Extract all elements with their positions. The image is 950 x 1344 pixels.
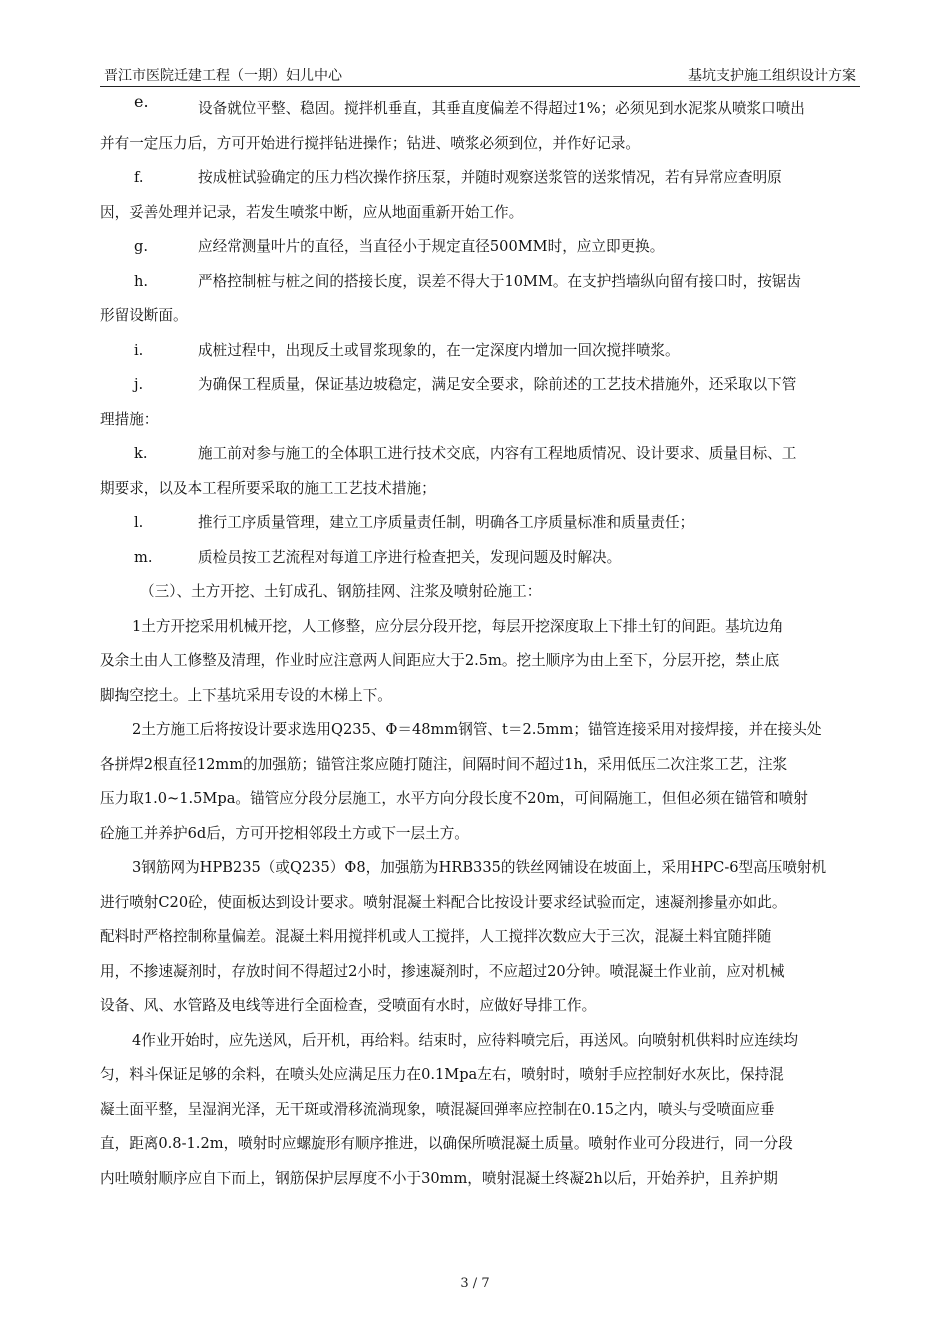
item-number: l. (134, 514, 144, 531)
header-document-title: 基坑支护施工组织设计方案 (688, 68, 856, 84)
item-continuation: 并有一定压力后，方可开始进行搅拌钻进操作；钻进、喷浆必须到位，并作好记录。 (100, 134, 640, 152)
paragraph-line: 脚掏空挖土。上下基坑采用专设的木梯上下。 (100, 686, 392, 704)
paragraph-line: 2土方施工后将按设计要求选用Q235、Φ＝48mm钢管、t＝2.5mm；锚管连接采用对接焊接，并在接头处 (132, 721, 822, 738)
item-number: k. (134, 445, 148, 462)
paragraph-line: 凝土面平整，呈湿润光泽，无干斑或滑移流淌现象，喷混凝回弹率应控制在0.15之内，喷头与受喷面应垂 (100, 1100, 775, 1118)
paragraph-line: 配料时严格控制称量偏差。混凝土料用搅拌机或人工搅拌，人工搅拌次数应大于三次，混凝土料宜随拌随 (100, 928, 772, 945)
paragraph-line: 砼施工并养护6d后，方可开挖相邻段土方或下一层土方。 (100, 824, 469, 842)
list-item (100, 506, 860, 541)
item-number: f. (134, 169, 144, 186)
list-item (100, 265, 860, 300)
list-item (100, 230, 860, 265)
list-item (100, 541, 860, 576)
item-number: i. (134, 341, 144, 359)
item-text: 推行工序质量管理，建立工序质量责任制，明确各工序质量标准和质量责任； (198, 514, 695, 531)
page-number: 3 / 7 (460, 1276, 490, 1291)
item-number: j. (134, 376, 144, 393)
item-text: 设备就位平整、稳固。搅拌机垂直，其垂直度偏差不得超过1%；必须见到水泥浆从喷浆口喷出 (198, 100, 805, 117)
item-text: 质检员按工艺流程对每道工序进行检查把关，发现问题及时解决。 (198, 548, 622, 566)
item-continuation: 形留设断面。 (100, 307, 188, 324)
list-item (100, 92, 860, 127)
header-project-name: 晋江市医院迁建工程（一期）妇儿中心 (104, 68, 342, 84)
item-continuation: 理措施： (100, 410, 159, 428)
list-item (100, 334, 860, 369)
item-text: 按成桩试验确定的压力档次操作挤压泵，并随时观察送浆管的送浆情况，若有异常应查明原 (198, 169, 782, 186)
section-heading: （三）、土方开挖、土钉成孔、钢筋挂网、注浆及喷射砼施工： (140, 583, 542, 600)
item-continuation: 期要求，以及本工程所要采取的施工工艺技术措施； (100, 479, 436, 497)
item-number: e. (134, 92, 149, 111)
paragraph-line: 内吐喷射顺序应自下而上，钢筋保护层厚度不小于30mm，喷射混凝土终凝2h以后，开始养护，且养护期 (100, 1169, 778, 1187)
paragraph-line: 设备、风、水管路及电线等进行全面检查，受喷面有水时，应做好导排工作。 (100, 997, 597, 1014)
paragraph-line: 3钢筋网为HPB235（或Q235）Φ8，加强筋为HRB335的铁丝网铺设在坡面上，采用HPC-6型高压喷射机 (132, 859, 827, 876)
paragraph-line: 压力取1.0~1.5Mpa。锚管应分段分层施工，水平方向分段长度不20m，可间隔施工，但但必须在锚管和喷射 (100, 790, 808, 807)
document-body (100, 92, 860, 1196)
item-text: 施工前对参与施工的全体职工进行技术交底，内容有工程地质情况、设计要求、质量目标、工 (198, 445, 797, 462)
item-number: g. (134, 238, 148, 255)
item-text: 应经常测量叶片的直径，当直径小于规定直径500MM时，应立即更换。 (198, 238, 665, 255)
paragraph-line: 直，距离0.8-1.2m，喷射时应螺旋形有顺序推进，以确保所喷混凝土质量。喷射作业可分段进行，同一分段 (100, 1135, 793, 1152)
item-continuation: 因，妥善处理并记录，若发生喷浆中断，应从地面重新开始工作。 (100, 203, 524, 221)
list-item (100, 368, 860, 403)
item-text: 为确保工程质量，保证基边坡稳定，满足安全要求，除前述的工艺技术措施外，还采取以下管 (198, 376, 797, 393)
paragraph-line: 及余土由人工修整及清理，作业时应注意两人间距应大于2.5m。挖土顺序为由上至下，分层开挖，禁止底 (100, 652, 780, 669)
paragraph-line: 用，不掺速凝剂时，存放时间不得超过2小时，掺速凝剂时，不应超过20分钟。喷混凝土作业前，应对机械 (100, 962, 785, 980)
page-header (100, 62, 860, 87)
item-text: 严格控制桩与桩之间的搭接长度，误差不得大于10MM。在支护挡墙纵向留有接口时，按锯齿 (198, 272, 802, 290)
list-item (100, 437, 860, 472)
item-number: m. (134, 548, 153, 566)
list-item (100, 161, 860, 196)
item-text: 成桩过程中，出现反土或冒浆现象的，在一定深度内增加一回次搅拌喷浆。 (198, 341, 680, 359)
paragraph-line: 进行喷射C20砼，使面板达到设计要求。喷射混凝土料配合比按设计要求经试验而定，速凝剂掺量亦如此。 (100, 893, 787, 911)
paragraph-line: 4作业开始时，应先送风，后开机，再给料。结束时，应待料喷完后，再送风。向喷射机供料时应连续均 (132, 1031, 799, 1049)
paragraph-line: 各拼焊2根直径12mm的加强筋；锚管注浆应随打随注，间隔时间不超过1h，采用低压二次注浆工艺，注浆 (100, 755, 788, 773)
item-number: h. (134, 272, 149, 290)
paragraph-line: 匀，料斗保证足够的余料，在喷头处应满足压力在0.1Mpa左右，喷射时，喷射手应控制好水灰比，保持混 (100, 1066, 784, 1083)
paragraph-line: 1土方开挖采用机械开挖，人工修整，应分层分段开挖，每层开挖深度取上下排土钉的间距。基坑边角 (132, 617, 784, 635)
